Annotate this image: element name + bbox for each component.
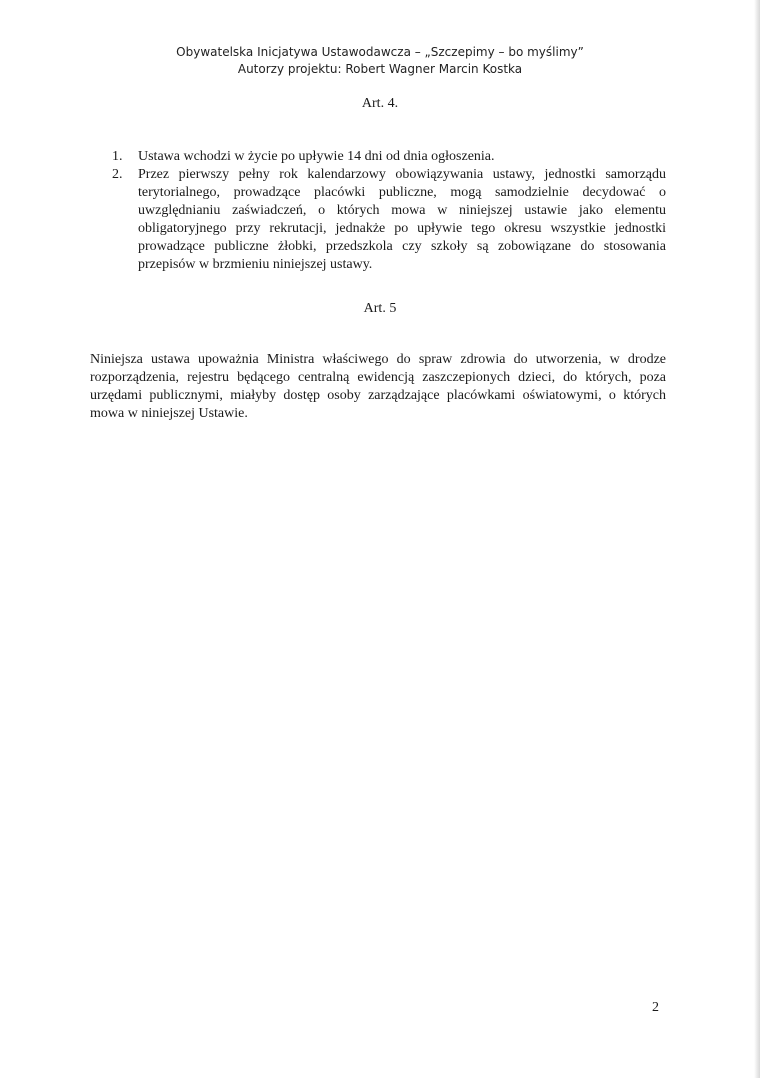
list-item-number: 1. [112, 149, 123, 164]
list-item-number: 2. [112, 167, 123, 182]
list-item [112, 166, 666, 274]
list-item-text: Ustawa wchodzi w życie po upływie 14 dni od dnia ogłoszenia. [138, 149, 495, 164]
article-4-list [112, 148, 666, 274]
list-item [112, 148, 666, 166]
article-5-heading: Art. 5 [363, 301, 397, 316]
header-initiative-title: Obywatelska Inicjatywa Ustawodawcza – „Szczepimy – bo myślimy” [176, 45, 584, 59]
article-5-paragraph: Niniejsza ustawa upoważnia Ministra właściwego do spraw zdrowia do utworzenia, w drodze rozporządzenia, rejestru będącego centralną ewidencją zaszczepionych dzieci, do których, poza urzędami publicznymi, miałyby dostęp osoby zarządzające placówkami oświatowymi, o których mowa w niniejszej Ustawie. [90, 352, 666, 421]
list-item-text: Przez pierwszy pełny rok kalendarzowy obowiązywania ustawy, jednostki samorządu terytorialnego, prowadzące placówki publiczne, mogą samodzielnie decydować o uwzględnianiu zaświadczeń, o których mowa w niniejszej ustawie jako elementu obligatoryjnego przy rekrutacji, jednakże po upływie tego okresu wszystkie jednostki prowadzące publiczne żłobki, przedszkola czy szkoły są zobowiązane do stosowania przepisów w brzmieniu niniejszej ustawy. [138, 167, 666, 272]
page-edge-shadow [754, 0, 760, 1078]
document-header [0, 44, 760, 78]
header-authors: Autorzy projektu: Robert Wagner Marcin Kostka [237, 62, 523, 76]
page-number: 2 [652, 1000, 659, 1015]
article-4-heading: Art. 4. [361, 96, 399, 111]
